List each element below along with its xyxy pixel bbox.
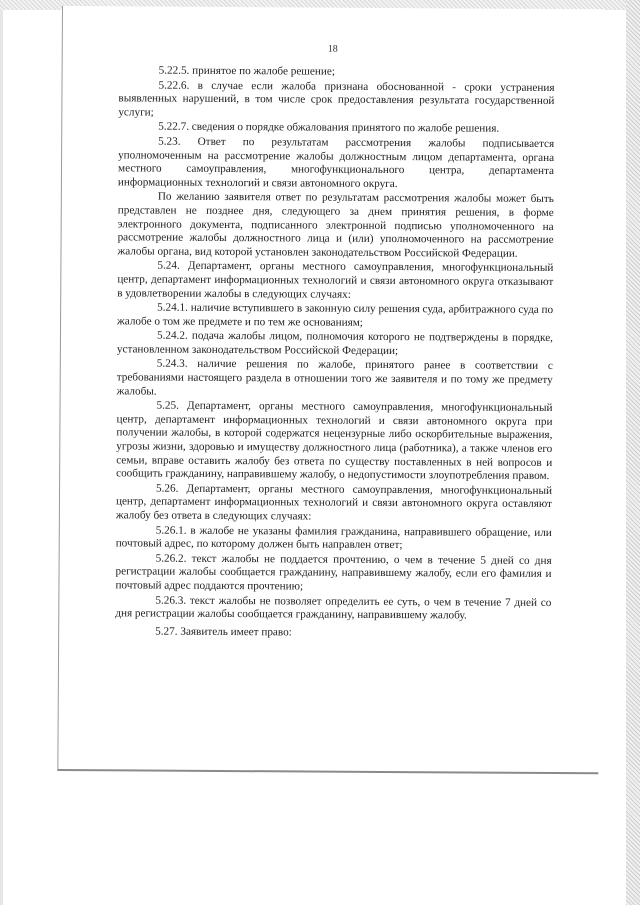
paragraph-5-26-3: 5.26.3. текст жалобы не позволяет определить ее суть, о чем в течение 7 дней со дня регистрации жалобы сообщается гражданину, направившему жалобу. (115, 594, 552, 622)
paragraph-5-23: 5.23. Ответ по результатам рассмотрения жалобы подписывается уполномоченным на рассмотрение жалобы должностным лицом департамента, органа местного самоуправления, многофункционального центра, департамента информационных технологий и связи автономного округа. (117, 135, 555, 190)
paragraph-5-24-1: 5.24.1. наличие вступившего в законную силу решения суда, арбитражного суда по жалобе о том же предмете и по тем же основаниям; (117, 301, 554, 329)
paragraph-5-22-7: 5.22.7. сведения о порядке обжалования принятого по жалобе решения. (158, 120, 500, 136)
paragraph-5-26: 5.26. Департамент, органы местного самоуправления, многофункциональный центр, департамент информационных технологий и связи автономного округа оставляют жалобу без ответа в следующих случаях: (115, 482, 553, 523)
scan-left-edge (0, 0, 3, 905)
page-number: 18 (327, 43, 338, 55)
paragraph-5-22-6: 5.22.6. в случае если жалоба признана обоснованной - сроки устранения выявленных нарушений, в том числе срок предоставления результата государственной услуги; (118, 79, 555, 119)
paragraph-5-23-electronic: По желанию заявителя ответ по результатам рассмотрения жалобы может быть представлен не позднее дня, следующего за днем принятия решения, в форме электронного документа, подписанного электронной подписью уполномоченного на рассмотрение жалобы должностного лица и (или) уполномоченного на рассмотрение жалобы органа, вид которой установлен законодательством Российской Федерации. (117, 190, 554, 260)
paragraph-5-24-3: 5.24.3. наличие решения по жалобе, принятого ранее в соответствии с требованиями настоящего раздела в отношении того же заявителя и по тому же предмету жалобы. (116, 358, 553, 398)
paragraph-5-25: 5.25. Департамент, органы местного самоуправления, многофункциональный центр, департамент информационных технологий и связи автономного округа при получении жалобы, в которой содержатся нецензурные либо оскорбительные выражения, угрозы жизни, здоровью и имуществу должностного лица (работника), а также членов его семьи, вправе оставить жалобу без ответа по существу поставленных в ней вопросов и сообщить гражданину, направившему жалобу, о недопустимости злоупотребления правом. (116, 399, 553, 483)
document-body (115, 64, 555, 642)
paragraph-5-24: 5.24. Департамент, органы местного самоуправления, многофункциональный центр, департамент информационных технологий и связи автономного округа отказывают в удовлетворении жалобы в следующих случаях: (117, 259, 554, 301)
document-sheet (57, 6, 603, 774)
paragraph-5-26-1: 5.26.1. в жалобе не указаны фамилия гражданина, направившего обращение, или почтовый адрес, по которому должен быть направлен ответ; (115, 524, 552, 552)
scan-right-edge (626, 0, 640, 905)
paragraph-5-22-5: 5.22.5. принятое по жалобе решение; (158, 64, 335, 78)
paragraph-5-24-2: 5.24.2. подача жалобы лицом, полномочия которого не подтверждены в порядке, установленном законодательством Российской Федерации; (116, 329, 554, 357)
paragraph-5-27: 5.27. Заявитель имеет право: (155, 625, 292, 639)
paragraph-5-26-2: 5.26.2. текст жалобы не поддается прочтению, о чем в течение 5 дней со дня регистрации жалобы сообщается гражданину, направившему жалобу, если его фамилия и почтовый адрес поддаются прочтению; (115, 552, 552, 593)
